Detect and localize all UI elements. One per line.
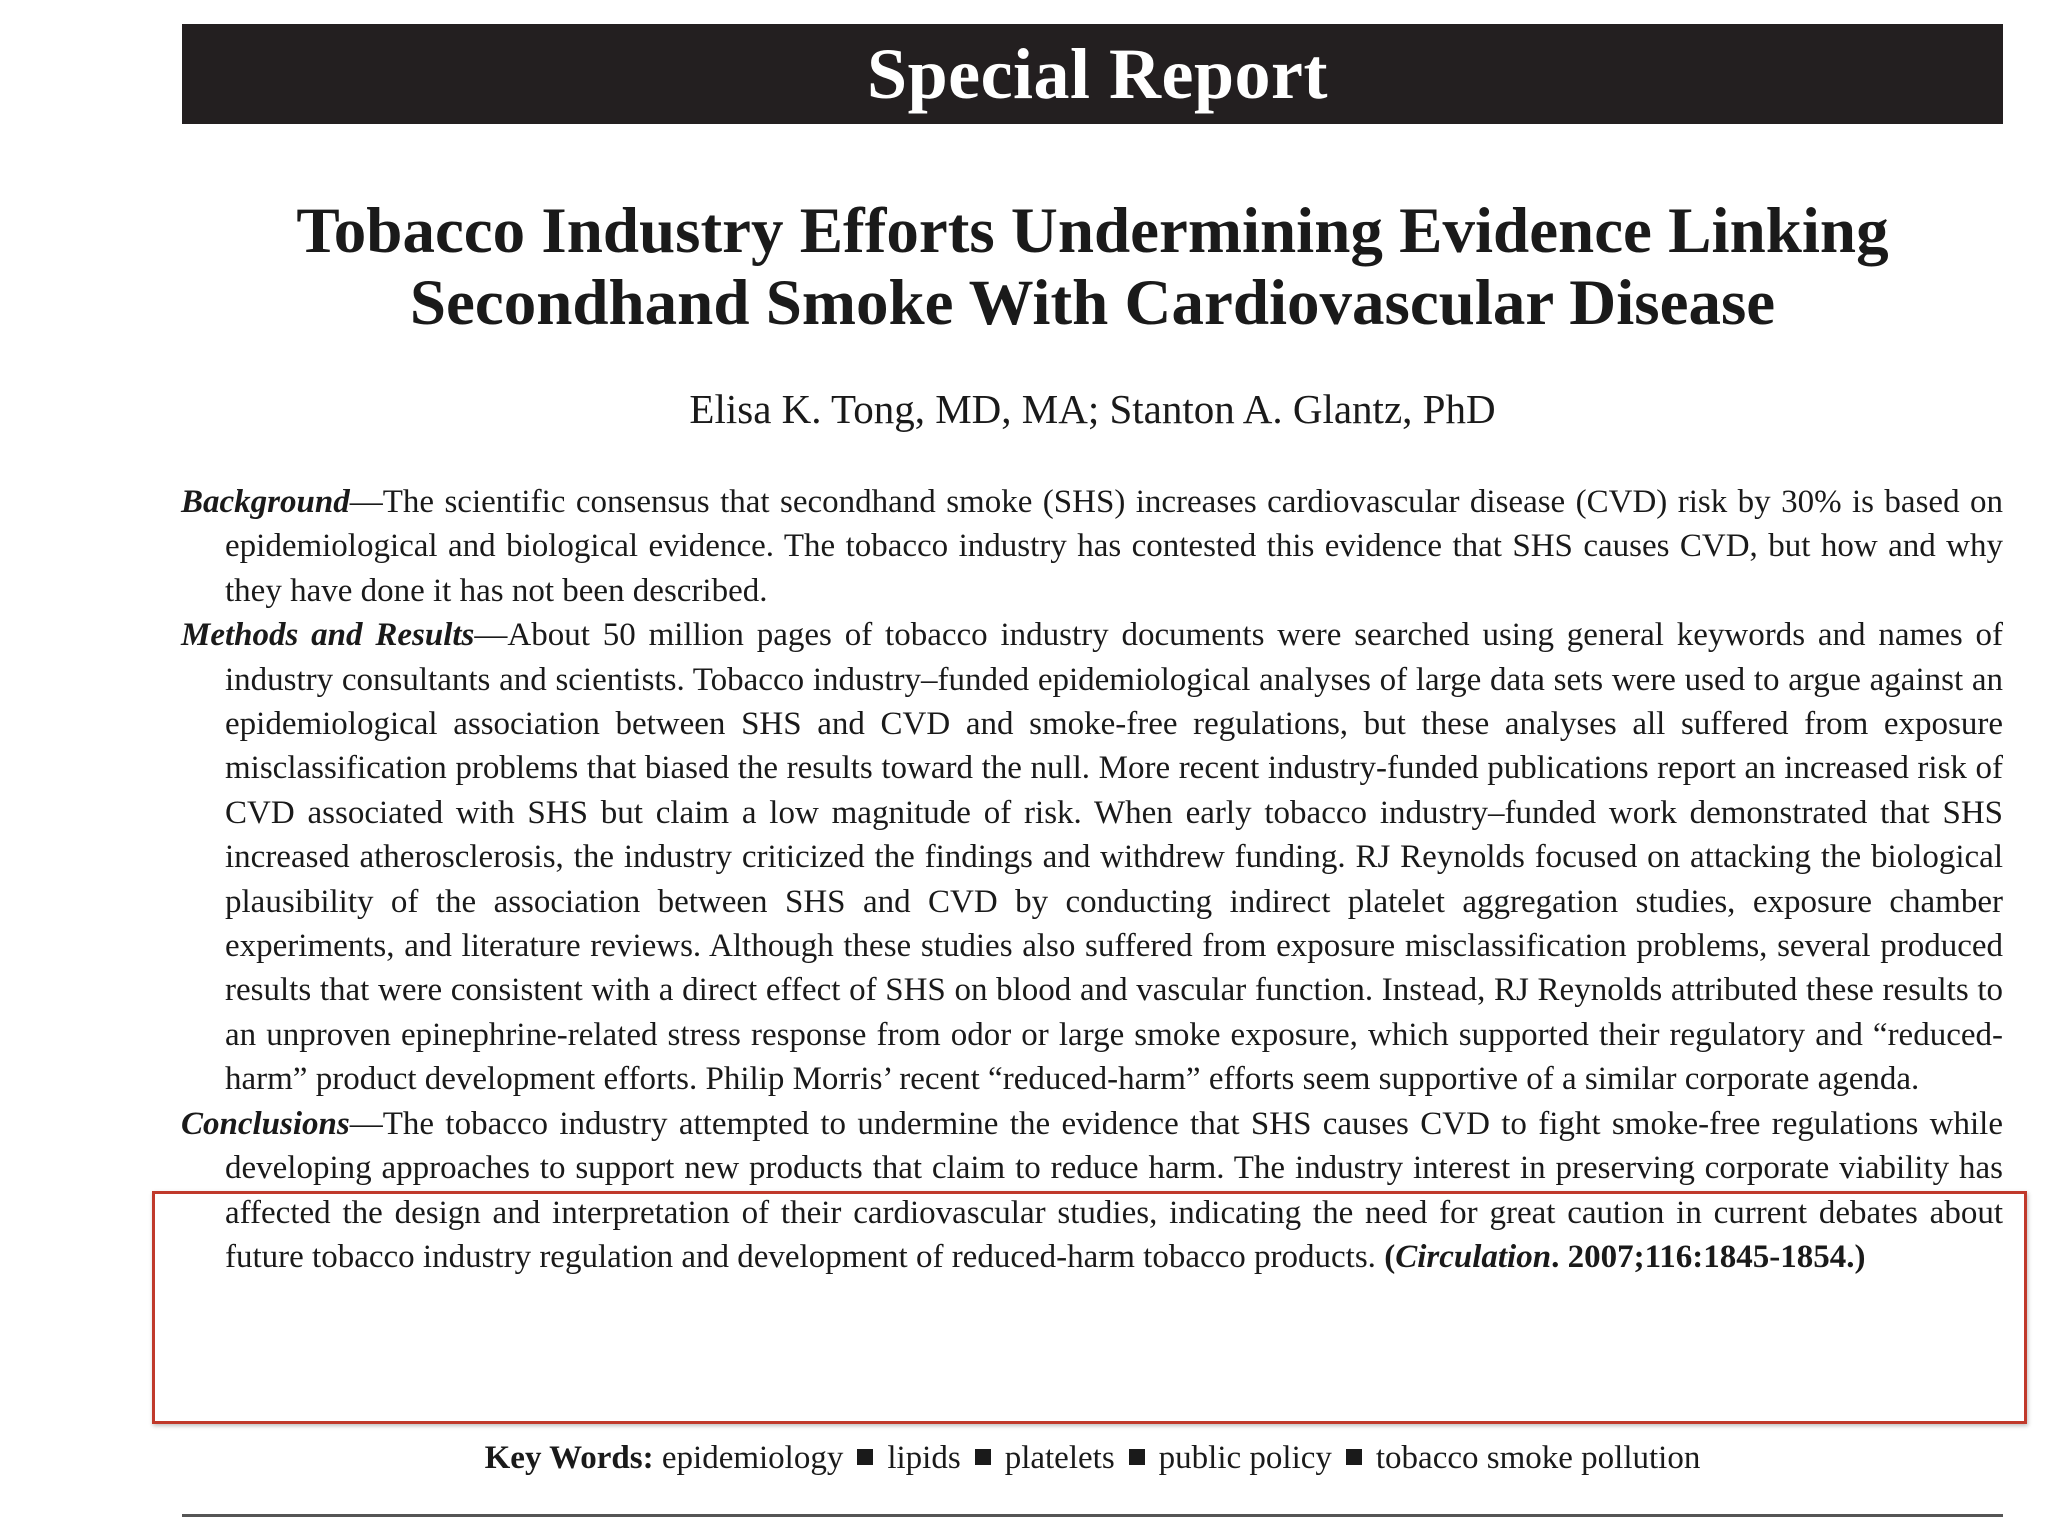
citation: (Circulation. 2007;116:1845-1854.) xyxy=(1375,1238,1866,1275)
square-bullet-icon xyxy=(975,1449,991,1465)
methods-text: —About 50 million pages of tobacco industry documents were searched using general keywords and names of industry consultants and scientists. Tobacco industry–funded epidemiological analyses of large data sets were used to argue against an epidemiological association between SHS and CVD and smoke-free regulations, but these analyses all suffered from exposure misclassification problems that biased the results toward the null. More recent industry-funded publications report an increased risk of CVD associated with SHS but claim a low magnitude of risk. When early tobacco industry–funded work demonstrated that SHS increased atherosclerosis, the industry criticized the findings and withdrew funding. RJ Reynolds focused on attacking the biological plausibility of the association between SHS and CVD by conducting indirect platelet aggregation studies, exposure chamber experiments, and literature reviews. Although these studies also suffered from exposure misclassification problems, several produced results that were consistent with a direct effect of SHS on blood and vascular function. Instead, RJ Reynolds attributed these results to an unproven epinephrine-related stress response from odor or large smoke exposure, which supported their regulatory and “reduced-harm” product development efforts. Philip Morris’ recent “reduced-harm” efforts seem supportive of a similar corporate agenda. xyxy=(225,617,2003,1098)
keyword-item: lipids xyxy=(887,1440,961,1476)
special-report-banner xyxy=(182,24,2003,124)
article-title xyxy=(182,195,2003,339)
abstract-methods-results xyxy=(181,613,2003,1101)
conclusions-text: —The tobacco industry attempted to undermine the evidence that SHS causes CVD to fight smoke-free regulations while developing approaches to support new products that claim to reduce harm. The industry interest in preserving corporate viability has affected the design and interpretation of their cardiovascular studies, indicating the need for great caution in current debates about future tobacco industry regulation and development of reduced-harm tobacco products. xyxy=(225,1105,2003,1275)
title-line-2: Secondhand Smoke With Cardiovascular Disease xyxy=(409,267,1776,339)
title-line-1: Tobacco Industry Efforts Undermining Evidence Linking xyxy=(296,195,1889,267)
keyword-item: platelets xyxy=(1004,1440,1115,1476)
abstract xyxy=(181,480,2003,1279)
background-text: —The scientific consensus that secondhand smoke (SHS) increases cardiovascular disease (CVD) risk by 30% is based on epidemiological and biological evidence. The tobacco industry has contested this evidence that SHS causes CVD, but how and why they have done it has not been described. xyxy=(225,484,2003,609)
banner-title: Special Report xyxy=(867,33,1328,114)
keyword-item: epidemiology xyxy=(661,1440,844,1476)
key-words xyxy=(182,1433,2003,1483)
author-list: Elisa K. Tong, MD, MA; Stanton A. Glantz, PhD xyxy=(689,386,1496,432)
bottom-rule xyxy=(182,1514,2003,1517)
background-label: Background xyxy=(181,484,350,520)
citation-journal: Circulation xyxy=(1395,1238,1552,1275)
key-words-label: Key Words: xyxy=(484,1440,654,1476)
conclusions-label: Conclusions xyxy=(181,1105,350,1142)
abstract-conclusions xyxy=(181,1102,2003,1280)
abstract-background xyxy=(181,480,2003,613)
keyword-item: public policy xyxy=(1158,1440,1332,1476)
keyword-item: tobacco smoke pollution xyxy=(1375,1440,1701,1476)
square-bullet-icon xyxy=(1129,1449,1145,1465)
square-bullet-icon xyxy=(1346,1449,1362,1465)
methods-label: Methods and Results xyxy=(181,617,475,654)
square-bullet-icon xyxy=(857,1449,873,1465)
